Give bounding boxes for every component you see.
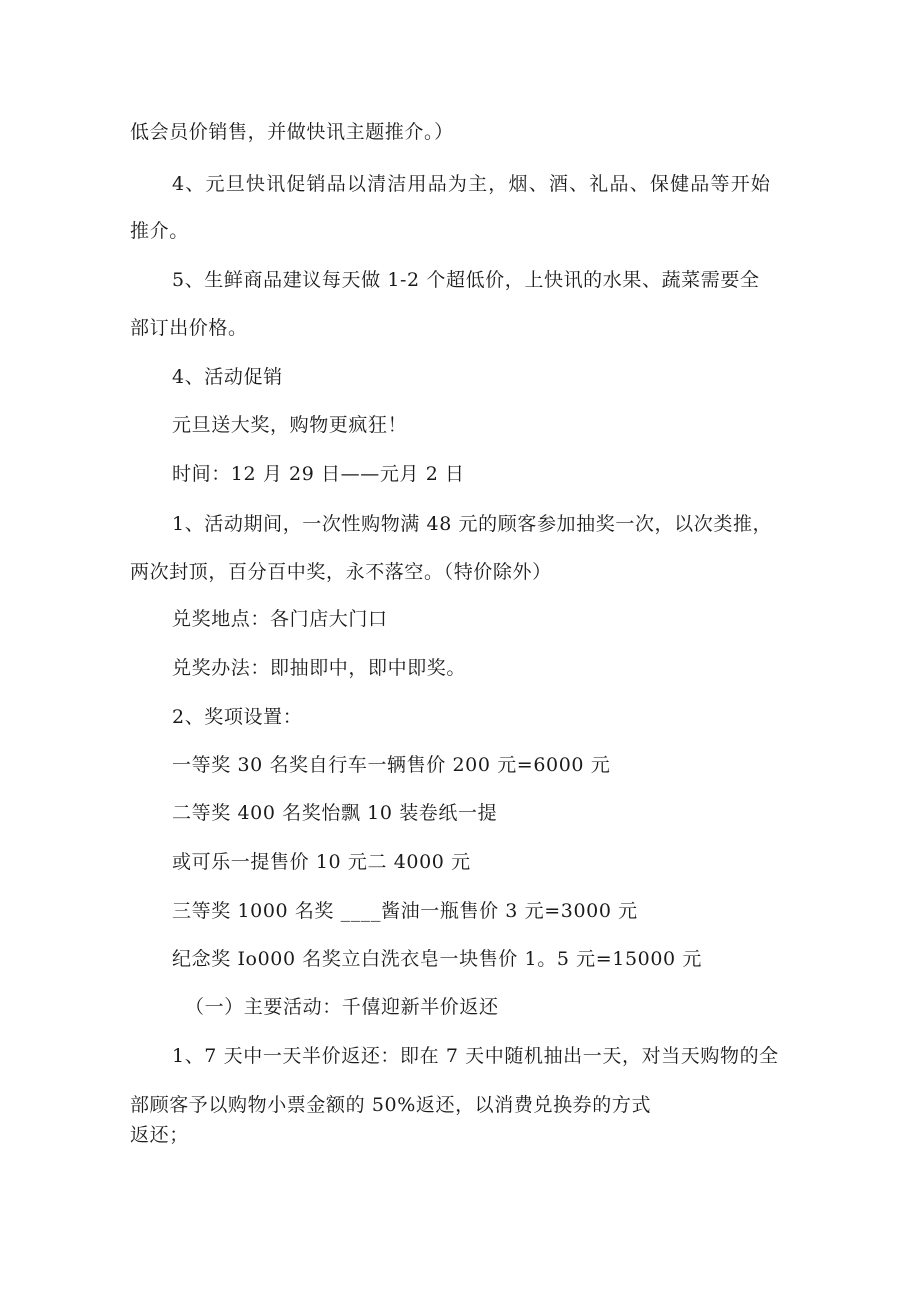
section-heading: （一）主要活动：千僖迎新半价返还 <box>185 996 499 1018</box>
prize-item: 三等奖 1000 名奖 ____酱油一瓶售价 3 元=3000 元 <box>172 900 638 922</box>
text-line: 两次封顶，百分百中奖，永不落空。（特价除外） <box>130 561 552 583</box>
prize-item: 一等奖 30 名奖自行车一辆售价 200 元=6000 元 <box>172 754 611 776</box>
text-line: 1、活动期间，一次性购物满 48 元的顾客参加抽奖一次，以次类推， <box>172 513 773 535</box>
text-line: 推介。 <box>130 220 189 242</box>
text-line: 5、生鲜商品建议每天做 1-2 个超低价，上快讯的水果、蔬菜需要全 <box>172 269 760 291</box>
text-line: 低会员价销售，并做快讯主题推介。） <box>130 121 454 143</box>
section-heading: 2、奖项设置： <box>172 706 303 728</box>
event-time: 时间：12 月 29 日——元月 2 日 <box>172 463 465 485</box>
prize-item: 或可乐一提售价 10 元二 4000 元 <box>172 851 471 873</box>
prize-item: 二等奖 400 名奖怡飘 10 装卷纸一提 <box>172 802 498 824</box>
text-line: 部顾客予以购物小票金额的 50%返还，以消费兑换券的方式 <box>130 1094 652 1116</box>
redeem-location: 兑奖地点：各门店大门口 <box>172 608 388 630</box>
slogan: 元旦送大奖，购物更疯狂！ <box>172 414 408 436</box>
text-line: 1、7 天中一天半价返还：即在 7 天中随机抽出一天，对当天购物的全 <box>172 1045 779 1067</box>
text-line: 返还； <box>130 1124 189 1146</box>
section-heading: 4、活动促销 <box>172 366 283 388</box>
text-line: 4、元旦快讯促销品以清洁用品为主，烟、酒、礼品、保健品等开始 <box>172 173 772 195</box>
redeem-method: 兑奖办法：即抽即中，即中即奖。 <box>172 657 467 679</box>
text-line: 部订出价格。 <box>130 317 248 339</box>
prize-item: 纪念奖 Io000 名奖立白洗衣皂一块售价 1。5 元=15000 元 <box>172 948 702 970</box>
